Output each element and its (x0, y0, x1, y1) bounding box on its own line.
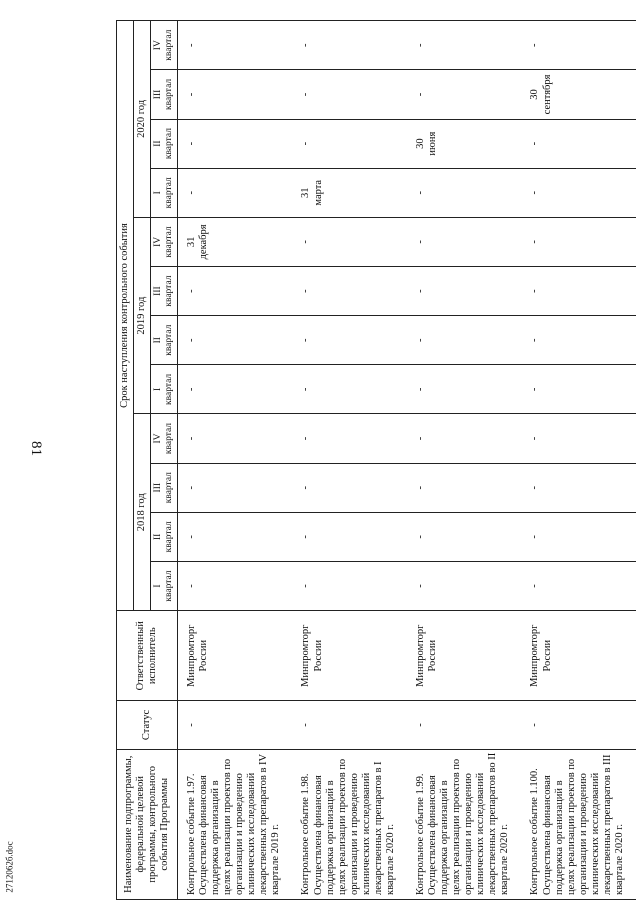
deadline-empty-cell: - (407, 217, 522, 266)
quarter-word: квартал (164, 177, 175, 209)
deadline-empty-cell: - (521, 266, 636, 315)
quarter-number: II (153, 140, 164, 147)
quarter-word: квартал (164, 29, 175, 61)
quarter-word: квартал (164, 275, 175, 307)
deadline-empty-cell: - (177, 119, 292, 168)
deadline-empty-cell: - (407, 414, 522, 463)
quarter-number: IV (153, 40, 164, 51)
rotated-page (116, 0, 640, 905)
quarter-number: III (153, 89, 164, 100)
header-quarter (151, 316, 178, 365)
deadline-date-cell (407, 119, 522, 168)
table-row (177, 21, 292, 900)
deadline-empty-cell: - (177, 463, 292, 512)
table-header (117, 21, 178, 900)
control-event-name: Контрольное событие 1.98. Осуществлена финансовая поддержка организаций в целях реализации проектов по организации и проведению клинических исследований лекарственных препаратов в I квартале 2020 г. (292, 749, 407, 899)
quarter-number: III (153, 482, 164, 493)
quarter-number: III (153, 286, 164, 296)
executor-cell: Минпромторг России (521, 611, 636, 701)
deadline-empty-cell: - (407, 21, 522, 70)
header-year-2019: 2019 год (134, 217, 151, 414)
deadline-day: 31 (300, 187, 312, 198)
quarter-word: квартал (164, 128, 175, 160)
header-quarter (151, 463, 178, 512)
status-cell: - (177, 701, 292, 749)
quarter-number: II (153, 533, 164, 541)
deadline-month: марта (312, 179, 324, 206)
deadline-empty-cell: - (292, 119, 407, 168)
header-quarter (151, 217, 178, 266)
header-quarter (151, 414, 178, 463)
deadline-empty-cell: - (521, 21, 636, 70)
deadline-empty-cell: - (521, 414, 636, 463)
deadline-date-cell (521, 70, 636, 119)
header-deadline-group: Срок наступления контрольного события (117, 21, 134, 611)
header-name-column: Наименование подпрограммы, федеральной целевой программы, контрольного события Программы (117, 749, 178, 899)
header-quarter (151, 119, 178, 168)
deadline-month: сентября (541, 74, 553, 115)
header-quarter (151, 561, 178, 610)
deadline-month: июня (427, 131, 439, 156)
quarter-word: квартал (164, 422, 175, 455)
deadline-empty-cell: - (292, 21, 407, 70)
quarter-number: II (153, 337, 164, 344)
executor-cell: Минпромторг России (292, 611, 407, 701)
table-body (177, 21, 636, 900)
deadline-empty-cell: - (177, 70, 292, 119)
deadline-empty-cell: - (521, 561, 636, 610)
quarter-word: квартал (164, 570, 175, 602)
deadline-empty-cell: - (292, 266, 407, 315)
deadline-empty-cell: - (521, 168, 636, 217)
quarter-number: I (153, 584, 164, 588)
quarter-word: квартал (164, 226, 175, 258)
deadline-empty-cell: - (407, 266, 522, 315)
quarter-word: квартал (164, 78, 175, 111)
deadline-empty-cell: - (292, 217, 407, 266)
header-executor-column: Ответственный исполнитель (117, 611, 178, 701)
control-event-name: Контрольное событие 1.97. Осуществлена финансовая поддержка организаций в целях реализации проектов по организации и проведению клинических исследований лекарственных препаратов в IV квартале 2019 г. (177, 749, 292, 899)
deadline-empty-cell: - (177, 561, 292, 610)
header-quarter (151, 365, 178, 414)
deadline-empty-cell: - (292, 512, 407, 561)
status-cell: - (407, 701, 522, 749)
deadline-empty-cell: - (177, 316, 292, 365)
deadline-date-cell (177, 217, 292, 266)
table-row (521, 21, 636, 900)
executor-cell: Минпромторг России (177, 611, 292, 701)
status-cell: - (292, 701, 407, 749)
deadline-empty-cell: - (407, 316, 522, 365)
header-quarter (151, 168, 178, 217)
deadline-empty-cell: - (292, 316, 407, 365)
header-quarter (151, 21, 178, 70)
control-events-table (116, 20, 636, 900)
executor-cell: Минпромторг России (407, 611, 522, 701)
table-row (407, 21, 522, 900)
deadline-day: 30 (529, 89, 541, 100)
deadline-empty-cell: - (521, 365, 636, 414)
deadline-empty-cell: - (292, 365, 407, 414)
quarter-number: I (153, 191, 164, 195)
header-quarter (151, 512, 178, 561)
deadline-empty-cell: - (292, 414, 407, 463)
control-event-name: Контрольное событие 1.99. Осуществлена финансовая поддержка организаций в целях реализации проектов по организации и проведению клинических исследований лекарственных препаратов во II квартале 2020 г. (407, 749, 522, 899)
deadline-empty-cell: - (292, 463, 407, 512)
quarter-word: квартал (164, 324, 175, 356)
deadline-empty-cell: - (521, 119, 636, 168)
header-quarter (151, 266, 178, 315)
deadline-empty-cell: - (177, 21, 292, 70)
deadline-empty-cell: - (521, 217, 636, 266)
deadline-empty-cell: - (177, 512, 292, 561)
quarter-word: квартал (164, 521, 175, 553)
header-status-column: Статус (117, 701, 178, 749)
page-number: 81 (28, 441, 44, 456)
header-year-2018: 2018 год (134, 414, 151, 611)
deadline-month: декабря (198, 224, 210, 260)
table-row (292, 21, 407, 900)
deadline-empty-cell: - (407, 168, 522, 217)
deadline-day: 30 (414, 138, 426, 149)
deadline-empty-cell: - (407, 561, 522, 610)
quarter-number: IV (153, 433, 164, 444)
status-cell: - (521, 701, 636, 749)
deadline-day: 31 (185, 236, 197, 248)
quarter-number: IV (153, 236, 164, 247)
deadline-empty-cell: - (407, 512, 522, 561)
quarter-word: квартал (164, 373, 175, 405)
deadline-empty-cell: - (407, 70, 522, 119)
deadline-empty-cell: - (521, 512, 636, 561)
document-footer-code: 2712062б.doc (4, 841, 15, 893)
deadline-empty-cell: - (177, 414, 292, 463)
deadline-empty-cell: - (177, 168, 292, 217)
deadline-empty-cell: - (407, 365, 522, 414)
deadline-empty-cell: - (292, 561, 407, 610)
quarter-word: квартал (164, 472, 175, 504)
header-year-2020: 2020 год (134, 21, 151, 218)
deadline-date-cell (292, 168, 407, 217)
deadline-empty-cell: - (407, 463, 522, 512)
deadline-empty-cell: - (521, 316, 636, 365)
header-quarter (151, 70, 178, 119)
deadline-empty-cell: - (177, 365, 292, 414)
deadline-empty-cell: - (521, 463, 636, 512)
deadline-empty-cell: - (177, 266, 292, 315)
quarter-number: I (153, 387, 164, 391)
deadline-empty-cell: - (292, 70, 407, 119)
control-event-name: Контрольное событие 1.100. Осуществлена финансовая поддержка организаций в целях реализации проектов по организации и проведению клинических исследований лекарственных препаратов в III квартале 2020 г. (521, 749, 636, 899)
